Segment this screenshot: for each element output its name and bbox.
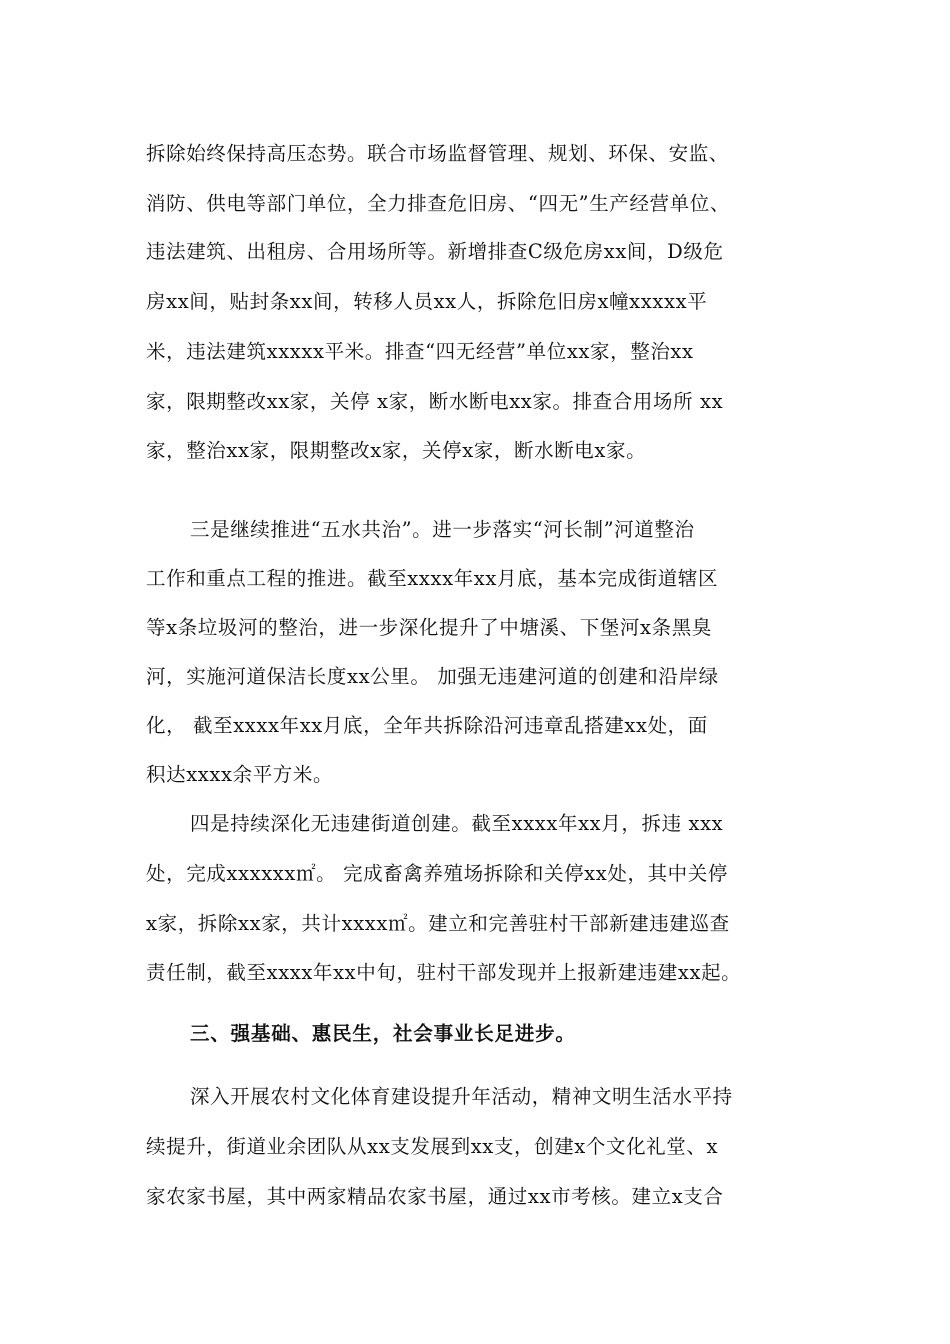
text-line: 拆除始终保持高压态势。联合市场监督管理、规划、环保、安监、 [146,142,729,165]
text-line: 责任制，截至xxxx年xx中旬，驻村干部发现并上报新建违建xx起。 [146,961,742,984]
text-line: 化， 截至xxxx年xx月底，全年共拆除沿河违章乱搭建xx处，面 [146,714,708,737]
text-line: 续提升，街道业余团队从xx支发展到xx支，创建x个文化礼堂、x [146,1135,719,1158]
text-line: 处，完成xxxxxx㎡。 完成畜禽养殖场拆除和关停xx处，其中关停 [146,862,728,885]
text-line: 米，违法建筑xxxxx平米。排查“四无经营”单位xx家，整治xx [146,340,694,363]
text-line: 积达xxxx余平方米。 [146,763,334,786]
text-line: 三是继续推进“五水共治”。进一步落实“河长制”河道整治 [190,518,695,541]
text-line: 家，整治xx家，限期整改x家，关停x家，断水断电x家。 [146,439,647,462]
text-line: 家农家书屋，其中两家精品农家书屋，通过xx市考核。建立x支合 [146,1185,724,1208]
text-line: 深入开展农村文化体育建设提升年活动，精神文明生活水平持 [190,1085,733,1108]
text-line: 房xx间，贴封条xx间，转移人员xx人，拆除危旧房x幢xxxxx平 [146,290,708,313]
section-heading: 三、强基础、惠民生，社会事业长足进步。 [190,1022,576,1045]
text-line: 河，实施河道保洁长度xx公里。 加强无违建河道的创建和沿岸绿 [146,665,719,688]
text-line: 家，限期整改xx家，关停 x家，断水断电xx家。排查合用场所 xx [146,390,724,413]
text-line: 四是持续深化无违建街道创建。截至xxxx年xx月，拆违 xxx [190,812,724,835]
text-line: 工作和重点工程的推进。截至xxxx年xx月底，基本完成街道辖区 [146,567,719,590]
text-line: 等x条垃圾河的整治，进一步深化提升了中塘溪、下堡河x条黑臭 [146,616,712,639]
text-line: 违法建筑、出租房、合用场所等。新增排查C级危房xx间，D级危 [146,240,724,263]
text-line: 消防、供电等部门单位，全力排查危旧房、“四无”生产经营单位、 [146,192,730,215]
text-line: x家，拆除xx家，共计xxxx㎡。建立和完善驻村干部新建违建巡查 [146,912,730,935]
